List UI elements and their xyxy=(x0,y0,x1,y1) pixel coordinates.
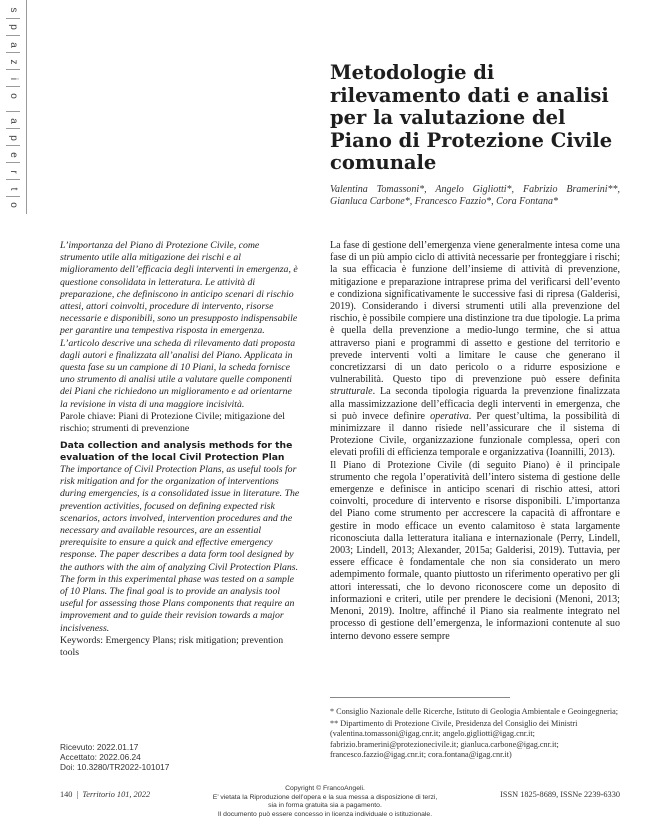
paragraph-text: . Per quest’ultima, la possibilità di minimizzare il danno risiede nell’assicurare che il sistema di Protezione Civile, organizzazione funzionale complessa, operi con elevati profili di efficienza temporale e organizzativa (Ioannilli, 2013). xyxy=(330,410,620,459)
body-text xyxy=(330,240,620,643)
copyright-line: E’ vietata la Riproduzione dell’opera e la sua messa a disposizione di terzi, xyxy=(212,793,438,801)
paragraph-text: La fase di gestione dell’emergenza viene generalmente intesa come una fase di un più ampio ciclo di attività necessarie per fronteggiare i rischi; la sua efficacia è funzione dell’insieme di attività di prevenzione, mitigazione e preparazione intraprese prima del verificarsi dell’evento e condiziona significativamente le successive fasi di ripresa (Galderisi, 2019). Considerando i diversi strumenti utili alla prevenzione del rischio, è possibile compiere una distinzione tra due tipologie. La prima è quella della prevenzione a medio-lungo termine, che si attua attraverso piani e programmi di assetto e gestione del territorio e prevede interventi volti a limitare le cause che generano il concretizzarsi di un dato pericolo o a ridurre esposizione e vulnerabilità. Questo tipo di prevenzione può essere definita xyxy=(330,240,620,386)
sidebar-divider xyxy=(6,52,20,53)
paragraph-text: . La seconda tipologia riguarda la prevenzione finalizzata alla massimizzazione dell’efficacia degli interventi in emergenza, che si può invece definire xyxy=(330,386,620,422)
sidebar-divider xyxy=(6,111,20,112)
sidebar-letter: t xyxy=(8,187,19,191)
sidebar-divider xyxy=(6,179,20,180)
sidebar-letter: o xyxy=(8,93,19,99)
footnote-1: * Consiglio Nazionale delle Ricerche, Istituto di Geologia Ambientale e Geoingegneria; xyxy=(330,707,619,716)
copyright-line: Il documento può essere concesso in licenza individuale o istituzionale. xyxy=(217,810,433,818)
footnotes xyxy=(330,707,620,762)
emphasis-text: operativa xyxy=(430,410,469,422)
sidebar-divider xyxy=(6,35,20,36)
section-sidebar xyxy=(0,0,27,214)
sidebar-divider xyxy=(6,86,20,87)
abstract-english-text: The importance of Civil Protection Plans, as useful tools for risk mitigation and for the organization of interventions during emergencies, is a consolidated issue in literature. The prevention activities, focused on defining expected risk scenarios, actors involved, intervention procedures and the necessary and available resources, are an essential prerequisite to ensure a quick and effective emergency response. The paper describes a data form tool designed by the authors with the aim of analyzing Civil Protection Plans. The form in this experimental phase was tested on a sample of 10 Plans. The final goal is to provide an analysis tool useful for assessing those Plans components that require an improvement and to guide their revision towards a major incisiveness. xyxy=(60,464,300,634)
abstract-english xyxy=(60,440,300,659)
copyright-line: sia in forma gratuita sia a pagamento. xyxy=(268,802,382,810)
sidebar-divider xyxy=(6,128,20,129)
footer-separator: | xyxy=(74,790,81,799)
page-number: 140 xyxy=(60,790,73,799)
sidebar-divider xyxy=(6,196,20,197)
keywords-english: Keywords: Emergency Plans; risk mitigation; prevention tools xyxy=(60,634,284,659)
abstract-italian xyxy=(60,240,300,435)
english-title: Data collection and analysis methods for the evaluation of the local Civil Protection Plan xyxy=(60,440,293,463)
abstract-italian-text: L’importanza del Piano di Protezione Civile, come strumento utile alla mitigazione dei rischi e al miglioramento dell’efficacia degli interventi in emergenza, è questione consolidata in letteratura. Le attività di preparazione, che definiscono in anticipo scenari di rischio attesi, attori coinvolti, procedure di intervento, risorse necessarie e disponibili, sono un presupposto indispensabile per garantire una tempestiva risposta in emergenza. L’articolo descrive una scheda di rilevamento dati proposta dagli autori e finalizzata all’analisi del Piano. Applicata in questa fase su un campione di 10 Piani, la scheda fornisce uno strumento di analisi utile a valutare quelle componenti dei Piani che richiedono un miglioramento e ad orientarne la revisione in vista di una maggiore incisività. xyxy=(60,240,298,410)
issn: ISSN 1825-8689, ISSNe 2239-6330 xyxy=(500,790,620,799)
footnote-divider xyxy=(330,697,510,698)
accepted-date: Accettato: 2022.06.24 xyxy=(60,752,141,762)
sidebar-letter: a xyxy=(8,42,19,48)
sidebar-divider xyxy=(6,18,20,19)
body-paragraph-2: Il Piano di Protezione Civile (di seguito Piano) è il principale strumento che regola l’operatività dell’intero sistema di gestione delle emergenze e definisce in anticipo scenari di rischio attesi, attori coinvolti, procedure di intervento e risorse disponibili. L’importanza del Piano come strumento per accrescere la capacità di affrontare e gestire in modo efficace un evento calamitoso è stata largamente riconosciuta dalla letteratura italiana e internazionale (Perry, Lindell, 2003; Lindell, 2013; Alexander, 2015a; Galderisi, 2019). Tuttavia, per essere efficace è fondamentale che non sia considerato un mero adempimento formale, quanto piuttosto un riferimento operativo per gli attori interessati, che lo devono riconoscere come un deposito di informazioni e criteri, utile per prendere le decisioni (Menoni, 2013; Menoni, 2019). Inoltre, affinché il Piano sia realmente integrato nel processo di gestione dell’emergenza, le informazioni contenute al suo interno devono essere sempre xyxy=(330,459,620,642)
sidebar-letter: p xyxy=(8,24,19,30)
journal-issue: Territorio 101, 2022 xyxy=(82,790,151,799)
submission-info xyxy=(60,742,260,772)
doi: Doi: 10.3280/TR2022-101017 xyxy=(60,762,170,772)
keywords-italian: Parole chiave: Piani di Protezione Civile; mitigazione del rischio; strumenti di prevenzione xyxy=(60,410,285,435)
article-title: Metodologie di rilevamento dati e analisi per la valutazione del Piano di Protezione Civile comunale xyxy=(330,61,613,174)
sidebar-letter: s xyxy=(8,7,19,13)
author-list: Valentina Tomassoni*, Angelo Gigliotti*, Fabrizio Bramerini**, Gianluca Carbone*, Francesco Fazzio*, Cora Fontana* xyxy=(330,184,620,207)
sidebar-letter: e xyxy=(8,152,19,158)
sidebar-letter: a xyxy=(8,118,19,124)
copyright-notice xyxy=(190,785,460,819)
sidebar-letter: r xyxy=(8,170,19,174)
sidebar-divider xyxy=(6,145,20,146)
body-paragraph-1 xyxy=(330,240,620,460)
received-date: Ricevuto: 2022.01.17 xyxy=(60,742,139,752)
emphasis-text: strutturale xyxy=(330,386,373,398)
sidebar-letter: z xyxy=(8,59,19,65)
copyright-line: Copyright © FrancoAngeli. xyxy=(285,785,365,792)
sidebar-divider xyxy=(6,69,20,70)
footnote-2: ** Dipartimento di Protezione Civile, Presidenza del Consiglio dei Ministri (valentina.tomassoni@igag.cnr.it; angelo.gigliotti@igag.cnr.it; fabrizio.bramerini@protezionecivile.it; gianluca.carbone@igag.cnr.it; francesco.fazzio@igag.cnr.it; cora.fontana@igag.cnr.it) xyxy=(330,719,578,759)
sidebar-divider xyxy=(6,162,20,163)
sidebar-letter: o xyxy=(8,202,19,208)
sidebar-letter: i xyxy=(8,77,19,81)
sidebar-letter: p xyxy=(8,135,19,141)
